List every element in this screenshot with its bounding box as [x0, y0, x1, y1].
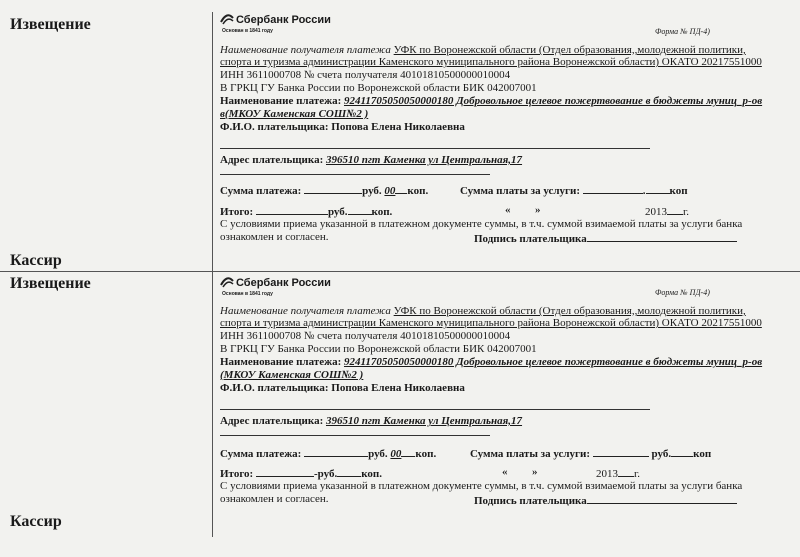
sum-kop-field[interactable] [395, 183, 407, 194]
terms-line1: С условиями приема указанной в платежном документе суммы, в т.ч. суммой взимаемой платы за услуги банка [220, 218, 743, 230]
sum-rub-field[interactable] [304, 446, 368, 457]
terms-line2: ознакомлен и согласен. [220, 493, 329, 505]
sum-kop-unit: коп. [415, 448, 437, 460]
coupon-notice-2 [0, 271, 800, 557]
address-label: Адрес плательщика: [220, 415, 324, 427]
total-separator: - [313, 468, 318, 480]
fee-label: Сумма платы за услуги: [460, 185, 581, 197]
purpose-value: 92411705050050000180 Добровольное целевое пожертвование в бюджеты муниц_р-ов [343, 356, 763, 368]
total-label: Итого: [220, 206, 254, 218]
bank-since: Основан в 1841 году [222, 28, 273, 34]
bank-name: Сбербанк России [236, 277, 331, 289]
cashier-label: Кассир [10, 513, 62, 530]
sberbank-logo-icon [220, 13, 234, 25]
year-suffix: г. [683, 206, 690, 218]
total-row [220, 466, 382, 480]
payer-name: Попова Елена Николаевна [331, 121, 465, 133]
notice-label: Извещение [10, 275, 91, 292]
address-row [220, 154, 522, 166]
bank-name: Сбербанк России [236, 14, 331, 26]
purpose-row [220, 356, 762, 368]
inn-account-line: ИНН 3611000708 № счета получателя 40101810500000010004 [220, 69, 511, 81]
fee-kop-unit: коп [669, 185, 688, 197]
total-rub-unit: руб. [317, 468, 338, 480]
purpose-value-line2: в(МКОУ Каменская СОШ№2 ) [220, 108, 369, 120]
address-underline [220, 435, 490, 436]
fee-label: Сумма платы за услуги: [470, 448, 591, 460]
year-row [645, 204, 689, 218]
payer-underline [220, 148, 650, 149]
recipient-label: Наименование получателя платежа [220, 44, 391, 56]
address-label: Адрес плательщика: [220, 154, 324, 166]
bank-bik-line: В ГРКЦ ГУ Банка России по Воронежской области БИК 042007001 [220, 82, 537, 94]
address-value: 396510 пгт Каменка ул Центральная,17 [325, 415, 523, 427]
sum-row [220, 446, 436, 460]
vertical-divider [212, 271, 213, 537]
signature-field[interactable] [587, 231, 737, 242]
quote-close: » [535, 204, 541, 216]
fee-row [460, 183, 688, 197]
sberbank-logo-icon [220, 276, 234, 288]
sum-label: Сумма платежа: [220, 185, 302, 197]
terms-line2: ознакомлен и согласен. [220, 231, 329, 243]
form-number: Форма № ПД-4) [655, 27, 710, 36]
payer-name: Попова Елена Николаевна [331, 382, 465, 394]
year-value: 2013 [596, 468, 618, 480]
fee-kop-field[interactable] [646, 183, 670, 194]
sum-rub-unit: руб. [362, 185, 382, 197]
recipient-row [220, 44, 746, 56]
fee-rub-unit: руб. [651, 448, 672, 460]
payer-label: Ф.И.О. плательщика: [220, 382, 329, 394]
quote-close: » [532, 466, 538, 478]
cashier-label: Кассир [10, 252, 62, 269]
recipient-row [220, 305, 746, 317]
fee-separator: . [642, 185, 646, 197]
signature-row [474, 493, 737, 507]
recipient-label: Наименование получателя платежа [220, 305, 391, 317]
signature-field[interactable] [587, 493, 737, 504]
payer-row [220, 382, 465, 394]
signature-label: Подпись плательщика [474, 495, 587, 507]
bank-bik-line: В ГРКЦ ГУ Банка России по Воронежской области БИК 042007001 [220, 343, 537, 355]
year-suffix: г. [634, 468, 641, 480]
year-row [596, 466, 640, 480]
fee-rub-field[interactable] [583, 183, 643, 194]
sum-kop-value: 00 [390, 448, 402, 460]
total-rub-field[interactable] [256, 204, 328, 215]
address-row [220, 415, 522, 427]
sum-rub-field[interactable] [304, 183, 362, 194]
fee-rub-field[interactable] [593, 446, 649, 457]
year-value: 2013 [645, 206, 667, 218]
total-kop-field[interactable] [337, 466, 361, 477]
address-underline [220, 174, 490, 175]
notice-label: Извещение [10, 16, 91, 33]
total-kop-field[interactable] [348, 204, 372, 215]
payer-underline [220, 409, 650, 410]
sum-kop-field[interactable] [401, 446, 415, 457]
total-kop-unit: коп. [361, 468, 382, 480]
total-rub-unit: руб. [327, 206, 348, 218]
sum-label: Сумма платежа: [220, 448, 302, 460]
purpose-label: Наименование платежа: [220, 356, 342, 368]
total-label: Итого: [220, 468, 254, 480]
quote-open: « [502, 466, 508, 478]
bank-since: Основан в 1841 году [222, 291, 273, 297]
inn-account-line: ИНН 3611000708 № счета получателя 40101810500000010004 [220, 330, 511, 342]
purpose-row [220, 95, 762, 107]
fee-row [470, 446, 711, 460]
signature-row [474, 231, 737, 245]
coupon-notice-1 [0, 0, 800, 271]
purpose-value-line2: (МКОУ Каменская СОШ№2 ) [220, 369, 364, 381]
purpose-value: 92411705050050000180 Добровольное целевое пожертвование в бюджеты муниц_р-ов [343, 95, 763, 107]
form-number: Форма № ПД-4) [655, 288, 710, 297]
payer-row [220, 121, 465, 133]
year-field[interactable] [667, 204, 683, 215]
purpose-label: Наименование платежа: [220, 95, 342, 107]
recipient-value: УФК по Воронежской области (Отдел образования,,молодежной политики, [393, 44, 746, 56]
recipient-value-line2: спорта и туризма администрации Каменского муниципального района Воронежской области) ОКАТО 20217551000 [220, 56, 762, 68]
year-field[interactable] [618, 466, 634, 477]
payer-label: Ф.И.О. плательщика: [220, 121, 329, 133]
fee-kop-unit: коп [693, 448, 712, 460]
sum-kop-unit: коп. [407, 185, 429, 197]
recipient-value-line2: спорта и туризма администрации Каменского муниципального района Воронежской области) ОКАТО 20217551000 [220, 317, 762, 329]
total-row [220, 204, 392, 218]
vertical-divider [212, 12, 213, 274]
sum-kop-value: 00 [384, 185, 396, 197]
recipient-value: УФК по Воронежской области (Отдел образования,,молодежной политики, [393, 305, 746, 317]
signature-label: Подпись плательщика [474, 233, 587, 245]
terms-line1: С условиями приема указанной в платежном документе суммы, в т.ч. суммой взимаемой платы за услуги банка [220, 480, 743, 492]
fee-kop-field[interactable] [671, 446, 693, 457]
sum-rub-unit: руб. [368, 448, 388, 460]
total-kop-unit: коп. [371, 206, 393, 218]
quote-open: « [505, 204, 511, 216]
sum-row [220, 183, 428, 197]
total-rub-field[interactable] [256, 466, 314, 477]
address-value: 396510 пгт Каменка ул Центральная,17 [325, 154, 523, 166]
